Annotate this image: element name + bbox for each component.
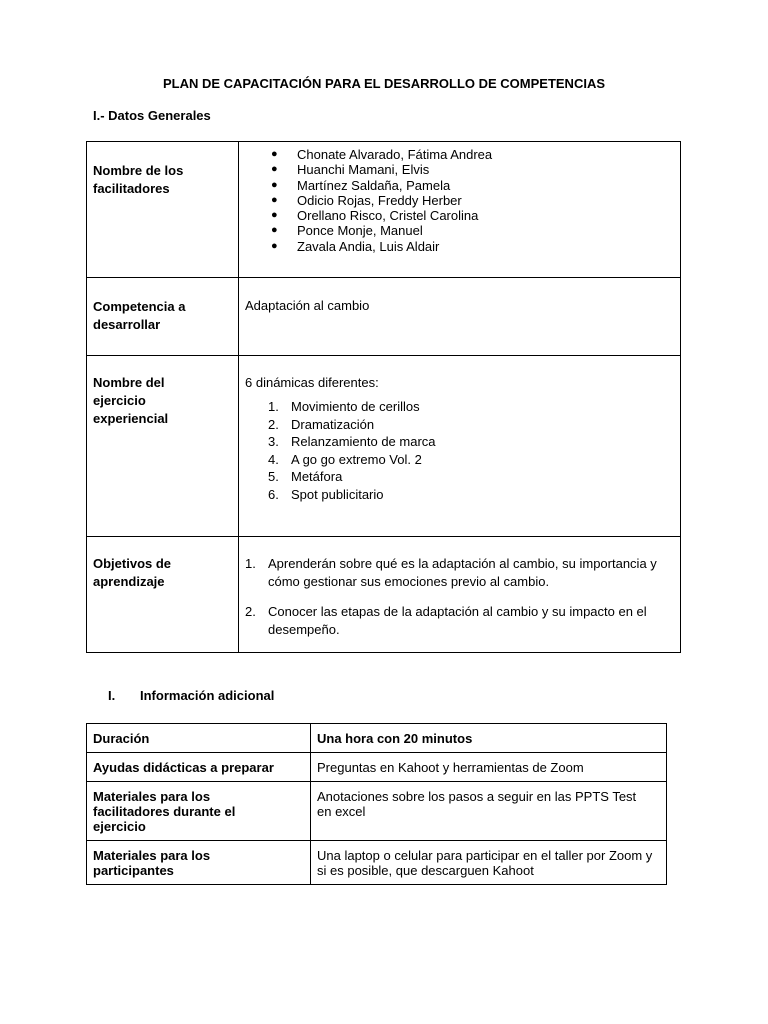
participant-materials-label: Materiales para los participantes [87, 841, 311, 885]
list-item: ● Ponce Monje, Manuel [271, 223, 423, 239]
table-row [87, 356, 681, 537]
list-item: 1. Aprenderán sobre qué es la adaptación al cambio, su importancia y cómo gestionar sus emociones previo al cambio. [245, 556, 657, 589]
list-item: 1. Movimiento de cerillos [268, 399, 420, 414]
facilitators-list [245, 147, 674, 254]
exercise-intro: 6 dinámicas diferentes: [245, 375, 379, 390]
facilitators-cell [239, 142, 681, 278]
list-item: ● Orellano Risco, Cristel Carolina [271, 208, 479, 224]
duration-label: Duración [87, 724, 311, 753]
section-heading-additional: I. Información adicional [108, 688, 275, 703]
participant-materials-value: Una laptop o celular para participar en el taller por Zoom y si es posible, que descarguen Kahoot [311, 841, 667, 885]
list-item: 3. Relanzamiento de marca [268, 434, 436, 449]
list-item: ● Chonate Alvarado, Fátima Andrea [271, 147, 493, 162]
list-item: 5. Metáfora [268, 469, 343, 484]
objectives-label: Objetivos de aprendizaje [87, 537, 239, 653]
list-item: 2. Conocer las etapas de la adaptación al cambio y su impacto en el desempeño. [245, 604, 647, 637]
exercise-list [245, 398, 674, 503]
competence-value: Adaptación al cambio [239, 278, 681, 356]
list-item: ● Odicio Rojas, Freddy Herber [271, 192, 462, 208]
list-item: 6. Spot publicitario [268, 486, 384, 502]
didactic-aids-label: Ayudas didácticas a preparar [87, 753, 311, 782]
table-row [87, 753, 667, 782]
list-item: 4. A go go extremo Vol. 2 [268, 451, 422, 467]
list-item: ● Zavala Andia, Luis Aldair [271, 238, 440, 254]
table-row [87, 782, 667, 841]
objectives-cell [239, 537, 681, 653]
exercise-cell [239, 356, 681, 537]
list-item: ● Huanchi Mamani, Elvis [271, 162, 430, 178]
facilitators-label: Nombre de los facilitadores [87, 142, 239, 278]
table-row [87, 724, 667, 753]
general-data-table [86, 141, 681, 653]
facilitator-materials-value: Anotaciones sobre los pasos a seguir en las PPTS Test en excel [311, 782, 667, 841]
exercise-label: Nombre del ejercicio experiencial [87, 356, 239, 537]
didactic-aids-value: Preguntas en Kahoot y herramientas de Zoom [311, 753, 667, 782]
facilitator-materials-label: Materiales para los facilitadores durante el ejercicio [87, 782, 311, 841]
document-title: PLAN DE CAPACITACIÓN PARA EL DESARROLLO DE COMPETENCIAS [162, 76, 606, 91]
section-heading-general: I.- Datos Generales [93, 108, 211, 123]
table-row [87, 278, 681, 356]
duration-value: Una hora con 20 minutos [311, 724, 667, 753]
additional-info-table [86, 723, 667, 885]
table-row [87, 142, 681, 278]
competence-label: Competencia a desarrollar [87, 278, 239, 356]
table-row [87, 841, 667, 885]
table-row [87, 537, 681, 653]
list-item: ● Martínez Saldaña, Pamela [271, 177, 451, 193]
objectives-list [245, 555, 674, 639]
list-item: 2. Dramatización [268, 416, 375, 432]
